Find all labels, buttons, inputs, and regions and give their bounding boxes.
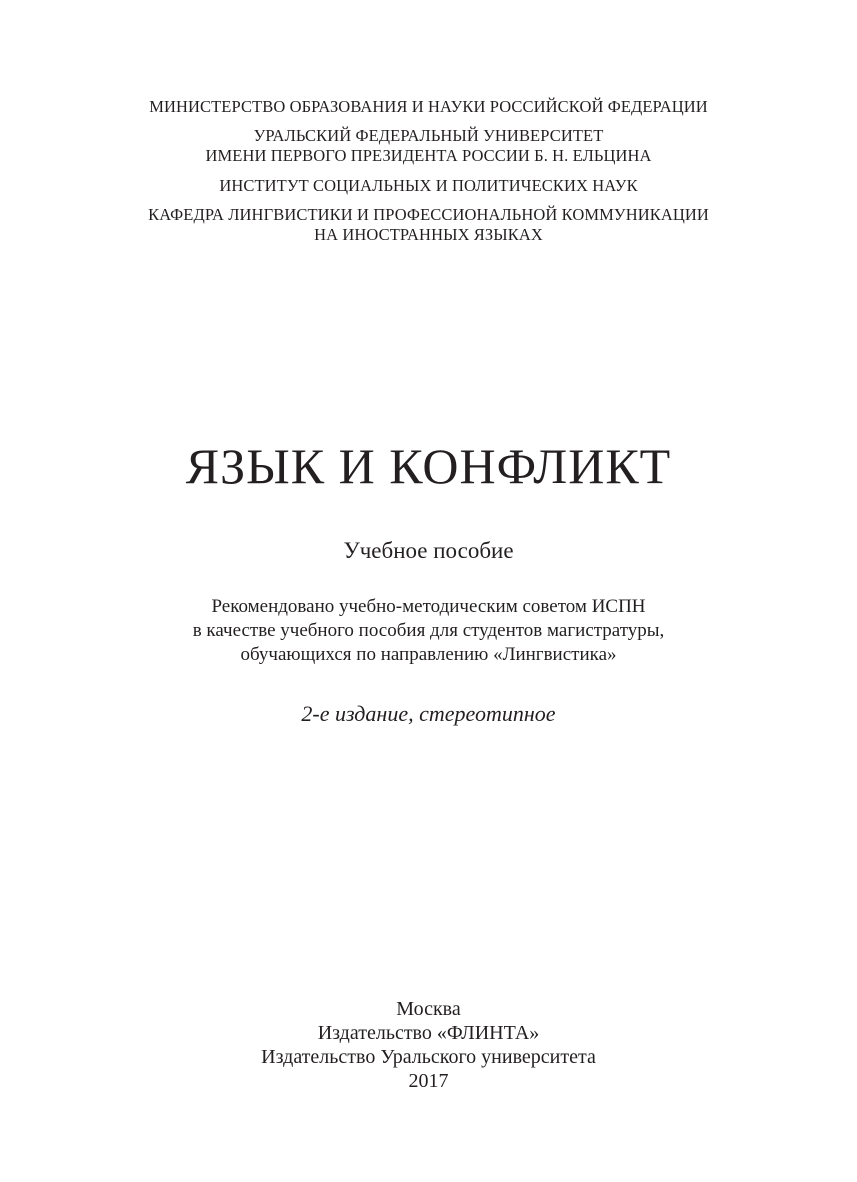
department-line-1: КАФЕДРА ЛИНГВИСТИКИ И ПРОФЕССИОНАЛЬНОЙ КОММУНИКАЦИИ xyxy=(148,205,709,224)
university-name xyxy=(0,126,857,166)
ministry-name xyxy=(0,97,857,117)
recommendation-line-3: обучающихся по направлению «Лингвистика» xyxy=(240,644,617,665)
recommendation-line-2: в качестве учебного пособия для студентов магистратуры, xyxy=(192,620,665,641)
imprint-year: 2017 xyxy=(408,1070,449,1092)
ministry-line: МИНИСТЕРСТВО ОБРАЗОВАНИЯ И НАУКИ РОССИЙСКОЙ ФЕДЕРАЦИИ xyxy=(149,97,708,116)
imprint-publisher-1: Издательство «ФЛИНТА» xyxy=(317,1022,540,1044)
book-title: ЯЗЫК И КОНФЛИКТ xyxy=(185,438,672,494)
imprint-city: Москва xyxy=(396,998,461,1020)
university-line-1: УРАЛЬСКИЙ ФЕДЕРАЛЬНЫЙ УНИВЕРСИТЕТ xyxy=(253,126,604,145)
imprint-publisher-2: Издательство Уральского университета xyxy=(261,1046,596,1068)
institute-line: ИНСТИТУТ СОЦИАЛЬНЫХ И ПОЛИТИЧЕСКИХ НАУК xyxy=(219,176,638,195)
department-name xyxy=(0,205,857,245)
recommendation-line-1: Рекомендовано учебно-методическим советом ИСПН xyxy=(211,596,646,617)
department-line-2: НА ИНОСТРАННЫХ ЯЗЫКАХ xyxy=(314,225,543,244)
institute-name xyxy=(0,176,857,196)
book-type: Учебное пособие xyxy=(343,538,514,563)
university-line-2: ИМЕНИ ПЕРВОГО ПРЕЗИДЕНТА РОССИИ Б. Н. ЕЛЬЦИНА xyxy=(205,146,652,165)
edition-note: 2-е издание, стереотипное xyxy=(301,701,556,726)
imprint xyxy=(0,997,857,1093)
recommendation-text xyxy=(0,595,857,667)
